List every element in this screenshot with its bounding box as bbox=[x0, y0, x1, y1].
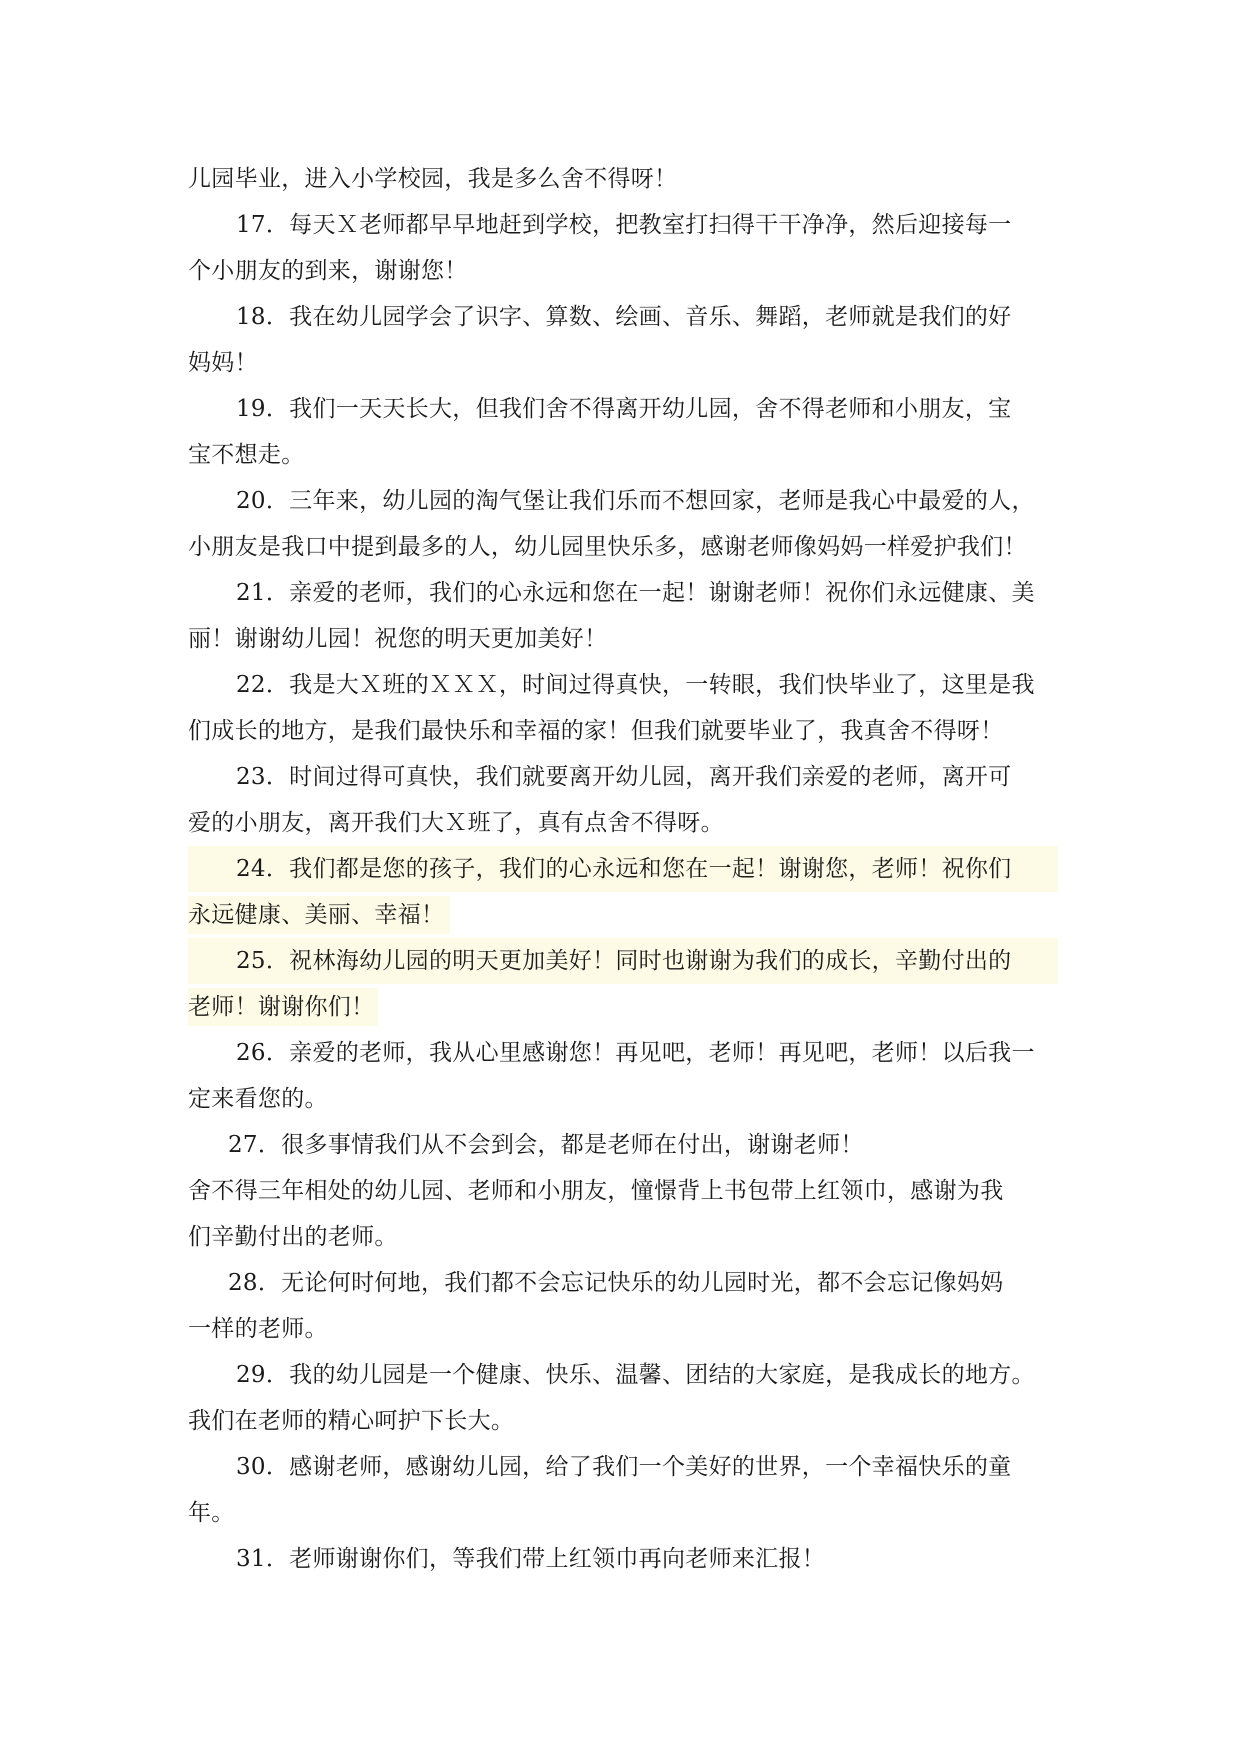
text-line: 定来看您的。 bbox=[188, 1086, 328, 1112]
text-line: 小朋友是我口中提到最多的人，幼儿园里快乐多，感谢老师像妈妈一样爱护我们！ bbox=[188, 534, 1027, 560]
text-line: 爱的小朋友，离开我们大Ｘ班了，真有点舍不得呀。 bbox=[188, 810, 724, 836]
text-line: 丽！谢谢幼儿园！祝您的明天更加美好！ bbox=[188, 626, 608, 652]
list-item-23: 23．时间过得可真快，我们就要离开幼儿园，离开我们亲爱的老师，离开可 bbox=[236, 764, 1012, 790]
text-line: 们辛勤付出的老师。 bbox=[188, 1224, 398, 1250]
text-line: 妈妈！ bbox=[188, 350, 258, 376]
text-line-highlighted: 永远健康、美丽、幸福！ bbox=[188, 892, 1058, 938]
text-line: 个小朋友的到来，谢谢您！ bbox=[188, 258, 468, 284]
list-item-19: 19．我们一天天长大，但我们舍不得离开幼儿园，舍不得老师和小朋友，宝 bbox=[236, 396, 1012, 422]
list-item-22: 22．我是大Ｘ班的ＸＸＸ，时间过得真快，一转眼，我们快毕业了，这里是我 bbox=[236, 672, 1035, 698]
text-line: 儿园毕业，进入小学校园，我是多么舍不得呀！ bbox=[188, 166, 678, 192]
list-item-31: 31．老师谢谢你们，等我们带上红领巾再向老师来汇报！ bbox=[236, 1546, 826, 1572]
text-line-highlighted: 老师！谢谢你们！ bbox=[188, 984, 1058, 1030]
text-line: 年。 bbox=[188, 1500, 235, 1526]
text-line: 们成长的地方，是我们最快乐和幸福的家！但我们就要毕业了，我真舍不得呀！ bbox=[188, 718, 1004, 744]
list-item-25-highlighted: 25．祝林海幼儿园的明天更加美好！同时也谢谢为我们的成长，辛勤付出的 bbox=[188, 938, 1058, 984]
text-line: 宝不想走。 bbox=[188, 442, 305, 468]
text-line: 我们在老师的精心呵护下长大。 bbox=[188, 1408, 515, 1434]
text-line: 一样的老师。 bbox=[188, 1316, 328, 1342]
list-item-20: 20．三年来，幼儿园的淘气堡让我们乐而不想回家，老师是我心中最爱的人， bbox=[236, 488, 1035, 514]
document-body bbox=[188, 156, 1058, 1582]
list-item-26: 26．亲爱的老师，我从心里感谢您！再见吧，老师！再见吧，老师！以后我一 bbox=[236, 1040, 1035, 1066]
list-item-18: 18．我在幼儿园学会了识字、算数、绘画、音乐、舞蹈，老师就是我们的好 bbox=[236, 304, 1012, 330]
list-item-21: 21．亲爱的老师，我们的心永远和您在一起！谢谢老师！祝你们永远健康、美 bbox=[236, 580, 1035, 606]
list-item-27: 27．很多事情我们从不会到会，都是老师在付出，谢谢老师！ bbox=[228, 1132, 864, 1158]
list-item-28: 28．无论何时何地，我们都不会忘记快乐的幼儿园时光，都不会忘记像妈妈 bbox=[228, 1270, 1004, 1296]
list-item-24-highlighted: 24．我们都是您的孩子，我们的心永远和您在一起！谢谢您，老师！祝你们 bbox=[188, 846, 1058, 892]
list-item-17: 17．每天Ｘ老师都早早地赶到学校，把教室打扫得干干净净，然后迎接每一 bbox=[236, 212, 1012, 238]
text-line: 舍不得三年相处的幼儿园、老师和小朋友，憧憬背上书包带上红领巾，感谢为我 bbox=[188, 1178, 1004, 1204]
list-item-29: 29．我的幼儿园是一个健康、快乐、温馨、团结的大家庭，是我成长的地方。 bbox=[236, 1362, 1035, 1388]
list-item-30: 30．感谢老师，感谢幼儿园，给了我们一个美好的世界，一个幸福快乐的童 bbox=[236, 1454, 1012, 1480]
